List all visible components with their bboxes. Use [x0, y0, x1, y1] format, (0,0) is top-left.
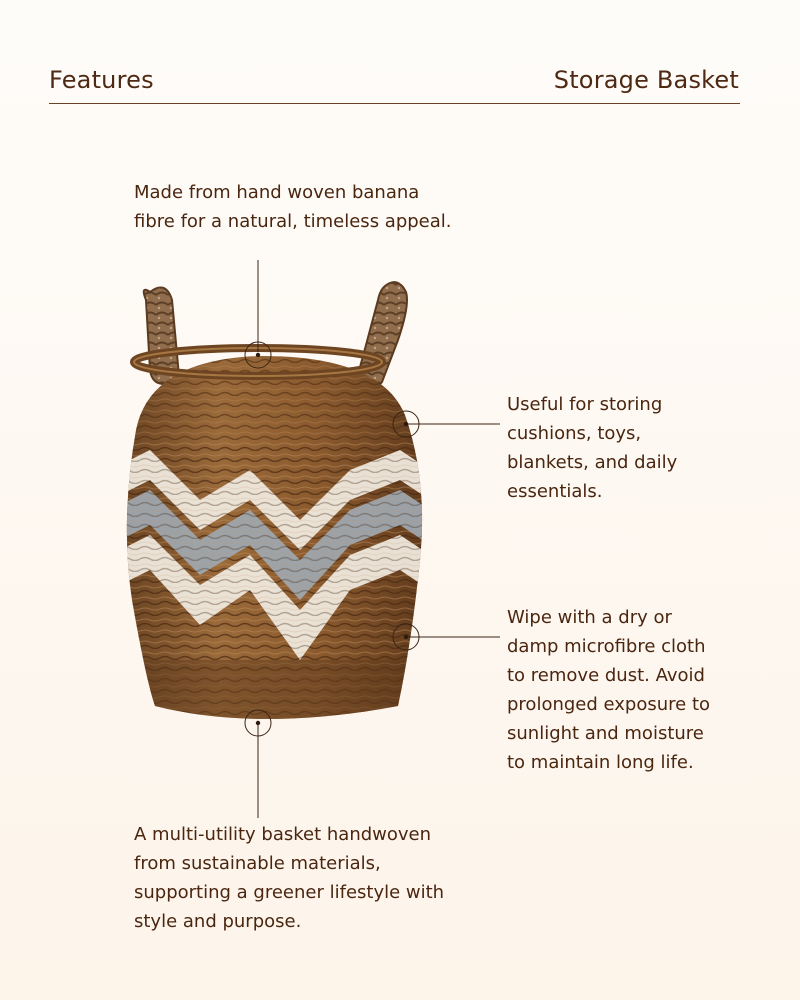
marker-dot-use	[404, 422, 408, 426]
product-title: Storage Basket	[553, 66, 739, 94]
callout-care-line: to maintain long life.	[507, 752, 694, 773]
callout-care-line: prolonged exposure to	[507, 694, 711, 715]
marker-dot-care	[404, 635, 408, 639]
callout-sustainability-line: A multi-utility basket handwoven	[134, 824, 432, 845]
callout-sustainability-line: supporting a greener lifestyle with	[134, 882, 445, 903]
callout-use-line: blankets, and daily	[507, 452, 678, 473]
callout-use-line: cushions, toys,	[507, 423, 642, 444]
callout-sustainability-line: style and purpose.	[134, 911, 302, 932]
callout-material-line: fibre for a natural, timeless appeal.	[134, 211, 452, 232]
callout-care-line: Wipe with a dry or	[507, 607, 672, 628]
basket-body	[100, 340, 440, 740]
marker-dot-sustainability	[256, 721, 260, 725]
callout-use-line: Useful for storing	[507, 394, 663, 415]
section-title: Features	[49, 66, 154, 94]
marker-dot-material	[256, 353, 260, 357]
callout-care-line: sunlight and moisture	[507, 723, 704, 744]
callout-use-line: essentials.	[507, 481, 603, 502]
callout-care-line: damp microfibre cloth	[507, 636, 706, 657]
callout-material-line: Made from hand woven banana	[134, 182, 420, 203]
zigzag-pattern	[100, 440, 440, 670]
callout-care-line: to remove dust. Avoid	[507, 665, 705, 686]
callout-sustainability-line: from sustainable materials,	[134, 853, 381, 874]
